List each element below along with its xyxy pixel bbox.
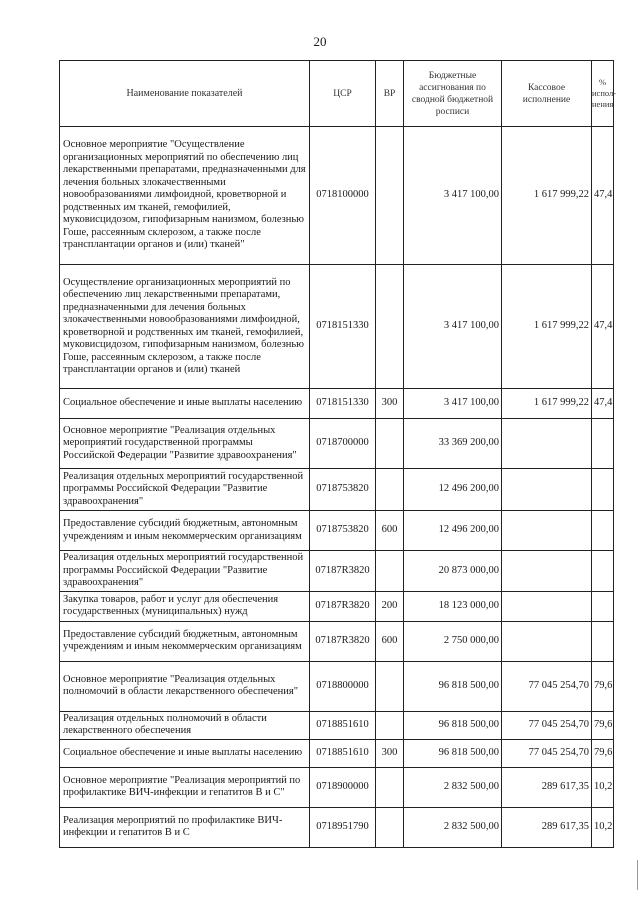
row-csr: 0718951790 xyxy=(310,807,376,847)
row-pct xyxy=(592,469,614,511)
row-cash xyxy=(502,469,592,511)
row-csr: 07187R3820 xyxy=(310,551,376,592)
row-name: Основное мероприятие "Реализация отдельных мероприятий государственной программы Российской Федерации "Развитие здравоохранения" xyxy=(60,419,310,469)
table-row xyxy=(60,591,614,621)
header-name: Наименование показателей xyxy=(60,61,310,127)
row-cash xyxy=(502,511,592,551)
row-name: Основное мероприятие "Реализация отдельных полномочий в области лекарственного обеспечения" xyxy=(60,661,310,711)
row-pct: 47,4 xyxy=(592,127,614,265)
row-pct xyxy=(592,419,614,469)
row-csr: 0718851610 xyxy=(310,711,376,739)
row-csr: 07187R3820 xyxy=(310,621,376,661)
row-vr xyxy=(376,551,404,592)
table-row xyxy=(60,389,614,419)
row-budget: 2 832 500,00 xyxy=(404,767,502,807)
table-header-row xyxy=(60,61,614,127)
row-cash: 77 045 254,70 xyxy=(502,711,592,739)
row-vr xyxy=(376,807,404,847)
header-cash: Кассовое исполнение xyxy=(502,61,592,127)
row-name: Реализация отдельных мероприятий государственной программы Российской Федерации "Развитие здравоохранения" xyxy=(60,551,310,592)
row-cash: 77 045 254,70 xyxy=(502,661,592,711)
row-vr xyxy=(376,711,404,739)
row-cash xyxy=(502,551,592,592)
page-number: 20 xyxy=(313,34,327,49)
row-vr xyxy=(376,419,404,469)
row-pct: 79,6 xyxy=(592,711,614,739)
row-name: Реализация отдельных полномочий в области лекарственного обеспечения xyxy=(60,711,310,739)
row-pct: 79,6 xyxy=(592,739,614,767)
row-vr xyxy=(376,661,404,711)
row-budget: 3 417 100,00 xyxy=(404,127,502,265)
row-cash: 1 617 999,22 xyxy=(502,127,592,265)
row-csr: 0718100000 xyxy=(310,127,376,265)
table-row xyxy=(60,739,614,767)
row-cash xyxy=(502,591,592,621)
row-csr: 0718900000 xyxy=(310,767,376,807)
row-budget: 96 818 500,00 xyxy=(404,661,502,711)
row-name: Реализация отдельных мероприятий государственной программы Российской Федерации "Развитие здравоохранения" xyxy=(60,469,310,511)
table-body xyxy=(60,127,614,848)
row-pct: 10,2 xyxy=(592,807,614,847)
row-csr: 0718151330 xyxy=(310,265,376,389)
row-budget: 12 496 200,00 xyxy=(404,511,502,551)
table-row xyxy=(60,511,614,551)
row-csr: 0718851610 xyxy=(310,739,376,767)
row-vr: 600 xyxy=(376,621,404,661)
row-csr: 07187R3820 xyxy=(310,591,376,621)
header-vr: ВР xyxy=(376,61,404,127)
row-name: Основное мероприятие "Осуществление организационных мероприятий по обеспечению лиц лекарственными препаратами, предназначенными для лечения больных злокачественными новообразованиями лимфоидной, кроветворной и родственных им тканей, гемофилией, муковисцидозом, гипофизарным нанизмом, болезнью Гоше, рассеянным склерозом, а также после трансплантации органов и (или) тканей" xyxy=(60,127,310,265)
row-cash xyxy=(502,621,592,661)
row-csr: 0718800000 xyxy=(310,661,376,711)
table-row xyxy=(60,265,614,389)
table-row xyxy=(60,419,614,469)
row-budget: 20 873 000,00 xyxy=(404,551,502,592)
row-budget: 96 818 500,00 xyxy=(404,739,502,767)
row-budget: 12 496 200,00 xyxy=(404,469,502,511)
table-row xyxy=(60,807,614,847)
row-pct: 79,6 xyxy=(592,661,614,711)
row-name: Основное мероприятие "Реализация мероприятий по профилактике ВИЧ-инфекции и гепатитов B и C" xyxy=(60,767,310,807)
row-cash: 1 617 999,22 xyxy=(502,265,592,389)
row-name: Закупка товаров, работ и услуг для обеспечения государственных (муниципальных) нужд xyxy=(60,591,310,621)
row-pct: 47,4 xyxy=(592,265,614,389)
row-name: Социальное обеспечение и иные выплаты населению xyxy=(60,389,310,419)
row-name: Реализация мероприятий по профилактике ВИЧ-инфекции и гепатитов B и C xyxy=(60,807,310,847)
row-cash: 289 617,35 xyxy=(502,767,592,807)
row-pct: 47,4 xyxy=(592,389,614,419)
row-csr: 0718700000 xyxy=(310,419,376,469)
table-row xyxy=(60,711,614,739)
row-pct xyxy=(592,591,614,621)
row-name: Предоставление субсидий бюджетным, автономным учреждениям и иным некоммерческим организациям xyxy=(60,511,310,551)
row-pct xyxy=(592,551,614,592)
row-csr: 0718151330 xyxy=(310,389,376,419)
table-row xyxy=(60,551,614,592)
row-pct xyxy=(592,511,614,551)
row-budget: 33 369 200,00 xyxy=(404,419,502,469)
header-pct: % испол-нения xyxy=(592,61,614,127)
row-vr: 600 xyxy=(376,511,404,551)
budget-execution-table xyxy=(59,60,617,848)
row-budget: 3 417 100,00 xyxy=(404,389,502,419)
row-csr: 0718753820 xyxy=(310,469,376,511)
row-name: Предоставление субсидий бюджетным, автономным учреждениям и иным некоммерческим организациям xyxy=(60,621,310,661)
row-budget: 3 417 100,00 xyxy=(404,265,502,389)
row-vr xyxy=(376,767,404,807)
row-budget: 2 832 500,00 xyxy=(404,807,502,847)
row-vr xyxy=(376,265,404,389)
row-vr xyxy=(376,127,404,265)
row-cash: 1 617 999,22 xyxy=(502,389,592,419)
row-vr: 300 xyxy=(376,739,404,767)
row-cash xyxy=(502,419,592,469)
row-name: Социальное обеспечение и иные выплаты населению xyxy=(60,739,310,767)
row-name: Осуществление организационных мероприятий по обеспечению лиц лекарственными препаратами, предназначенными для лечения больных злокачественными новообразованиями лимфоидной, кроветворной и родственных им тканей, гемофилией, муковисцидозом, гипофизарным нанизмом, болезнью Гоше, рассеянным склерозом, а также после трансплантации органов и (или) тканей xyxy=(60,265,310,389)
header-budget: Бюджетные ассигнования по сводной бюджетной росписи xyxy=(404,61,502,127)
row-budget: 2 750 000,00 xyxy=(404,621,502,661)
row-budget: 18 123 000,00 xyxy=(404,591,502,621)
header-csr: ЦСР xyxy=(310,61,376,127)
row-vr xyxy=(376,469,404,511)
row-vr: 200 xyxy=(376,591,404,621)
table-row xyxy=(60,469,614,511)
row-pct: 10,2 xyxy=(592,767,614,807)
row-budget: 96 818 500,00 xyxy=(404,711,502,739)
table-row xyxy=(60,127,614,265)
table-row xyxy=(60,621,614,661)
table-row xyxy=(60,661,614,711)
row-cash: 289 617,35 xyxy=(502,807,592,847)
table-row xyxy=(60,767,614,807)
row-csr: 0718753820 xyxy=(310,511,376,551)
row-cash: 77 045 254,70 xyxy=(502,739,592,767)
row-pct xyxy=(592,621,614,661)
row-vr: 300 xyxy=(376,389,404,419)
margin-mark xyxy=(637,860,638,890)
